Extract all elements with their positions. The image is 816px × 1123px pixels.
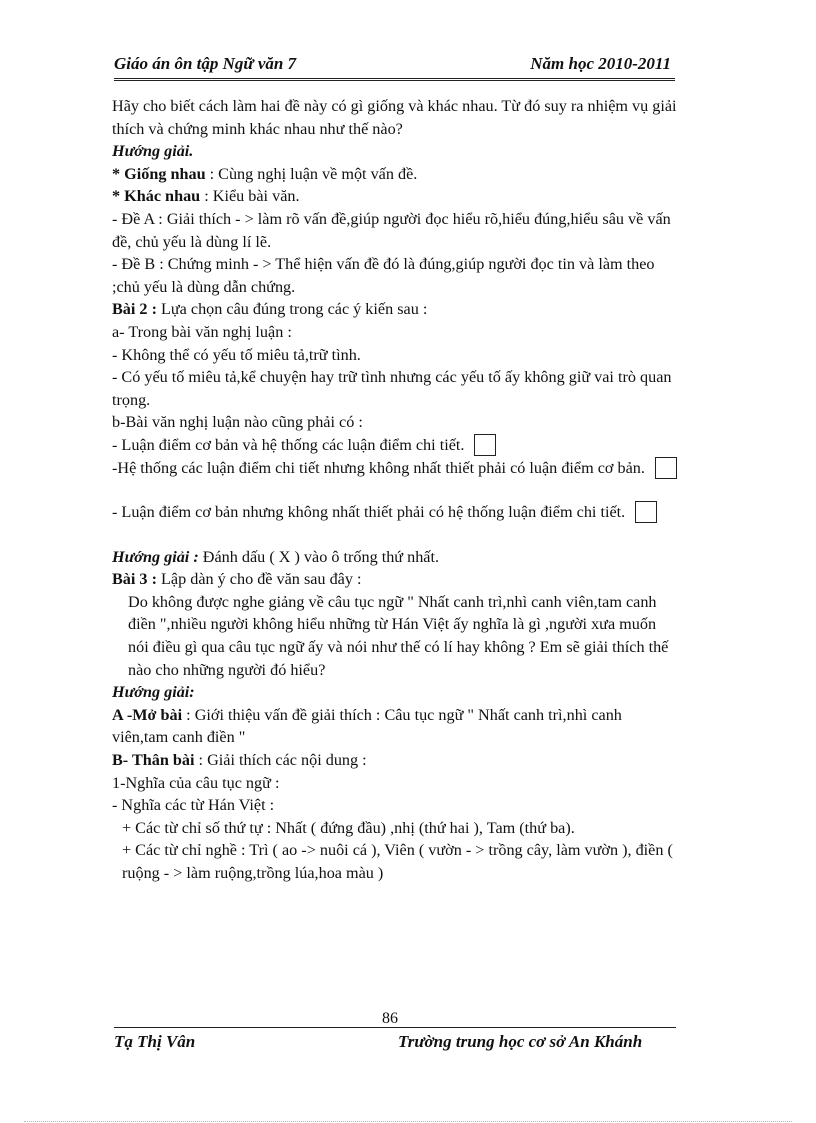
paragraph: b-Bài văn nghị luận nào cũng phải có : bbox=[112, 413, 363, 432]
bold-label: Hướng giải : bbox=[112, 547, 199, 566]
text: : Cùng nghị luận về một vấn đề. bbox=[205, 164, 418, 183]
paragraph bbox=[112, 185, 678, 208]
text: -Hệ thống các luận điểm chi tiết nhưng không nhất thiết phải có luận điểm cơ bản. bbox=[112, 458, 645, 477]
checkbox-square[interactable] bbox=[474, 434, 496, 456]
document-body bbox=[112, 95, 678, 885]
header-title: Giáo án ôn tập Ngữ văn 7 bbox=[114, 54, 297, 73]
footer-author: Tạ Thị Vân bbox=[114, 1032, 196, 1051]
bold-label: B- Thân bài bbox=[112, 751, 195, 770]
header-year: Năm học 2010-2011 bbox=[530, 54, 671, 73]
exercise-label: Bài 2 : bbox=[112, 300, 157, 319]
checkbox-square[interactable] bbox=[655, 457, 677, 479]
bold-label: A -Mở bài bbox=[112, 705, 183, 724]
text: - Luận điểm cơ bản nhưng không nhất thiết phải có hệ thống luận điểm chi tiết. bbox=[112, 503, 626, 522]
paragraph: - Đề B : Chứng minh - > Thể hiện vấn đề đó là đúng,giúp người đọc tin và làm theo ;chủ yếu là dùng dẫn chứng. bbox=[112, 255, 655, 296]
paragraph: a- Trong bài văn nghị luận : bbox=[112, 322, 292, 341]
paragraph: - Đề A : Giải thích - > làm rõ vấn đề,giúp người đọc hiểu rõ,hiểu đúng,hiểu sâu về vấn đề, chủ yếu là dùng lí lẽ. bbox=[112, 209, 671, 251]
option-line bbox=[112, 457, 678, 480]
paragraph: + Các từ chỉ số thứ tự : Nhất ( đứng đầu) ,nhị (thứ hai ), Tam (thứ ba). bbox=[122, 818, 575, 837]
page-header bbox=[114, 52, 675, 81]
checkbox-square[interactable] bbox=[635, 501, 657, 523]
paragraph: Do không được nghe giảng về câu tục ngữ " Nhất canh trì,nhì canh viên,tam canh điền ",nhiều người không hiểu những từ Hán Việt ấy nghĩa là gì ,người xưa muốn nói điều gì qua câu tục ngữ ấy và nói như thế có lí hay không ? Em sẽ giải thích thế nào cho những người đó hiểu? bbox=[128, 592, 669, 679]
paragraph: - Có yếu tố miêu tả,kể chuyện hay trữ tình nhưng các yếu tố ấy không giữ vai trò quan trọng. bbox=[112, 368, 672, 409]
bold-label: * Giống nhau bbox=[112, 164, 206, 183]
paragraph bbox=[112, 749, 678, 772]
text: : Kiểu bài văn. bbox=[200, 187, 300, 206]
text: Lập dàn ý cho đề văn sau đây : bbox=[156, 570, 362, 589]
paragraph bbox=[112, 298, 678, 321]
section-heading: Hướng giải: bbox=[112, 683, 195, 702]
footer-school: Trường trung học cơ sở An Khánh bbox=[398, 1032, 643, 1051]
paragraph bbox=[112, 568, 678, 591]
section-heading: Hướng giải. bbox=[112, 142, 194, 161]
paragraph bbox=[112, 163, 678, 186]
paragraph: + Các từ chỉ nghề : Trì ( ao -> nuôi cá ), Viên ( vườn - > trồng cây, làm vườn ), điền ( ruộng - > làm ruộng,trồng lúa,hoa màu ) bbox=[122, 841, 673, 882]
page-number: 86 bbox=[382, 1010, 398, 1027]
paragraph bbox=[112, 546, 678, 569]
text: - Luận điểm cơ bản và hệ thống các luận điểm chi tiết. bbox=[112, 435, 465, 454]
text: Đánh dấu ( X ) vào ô trống thứ nhất. bbox=[198, 547, 440, 566]
text: Lựa chọn câu đúng trong các ý kiến sau : bbox=[156, 300, 428, 319]
text: : Giới thiệu vấn đề giải thích : Câu tục ngữ " Nhất canh trì,nhì canh viên,tam canh điền " bbox=[112, 705, 622, 747]
paragraph: Hãy cho biết cách làm hai đề này có gì giống và khác nhau. Từ đó suy ra nhiệm vụ giải thích và chứng minh khác nhau như thế nào? bbox=[112, 97, 677, 138]
bold-label: * Khác nhau bbox=[112, 187, 201, 206]
exercise-label: Bài 3 : bbox=[112, 570, 157, 589]
text: : Giải thích các nội dung : bbox=[194, 751, 367, 770]
paragraph: 1-Nghĩa của câu tục ngữ : bbox=[112, 773, 280, 792]
option-line bbox=[112, 434, 678, 457]
paragraph bbox=[112, 704, 678, 749]
spacer bbox=[112, 524, 678, 546]
footer-divider bbox=[114, 1027, 676, 1028]
spacer bbox=[112, 479, 678, 501]
paragraph: - Nghĩa các từ Hán Việt : bbox=[112, 796, 275, 815]
page-footer bbox=[114, 1010, 676, 1030]
option-line bbox=[112, 501, 678, 524]
paragraph: - Không thể có yếu tố miêu tả,trữ tình. bbox=[112, 345, 361, 364]
page-edge-divider bbox=[24, 1121, 792, 1122]
